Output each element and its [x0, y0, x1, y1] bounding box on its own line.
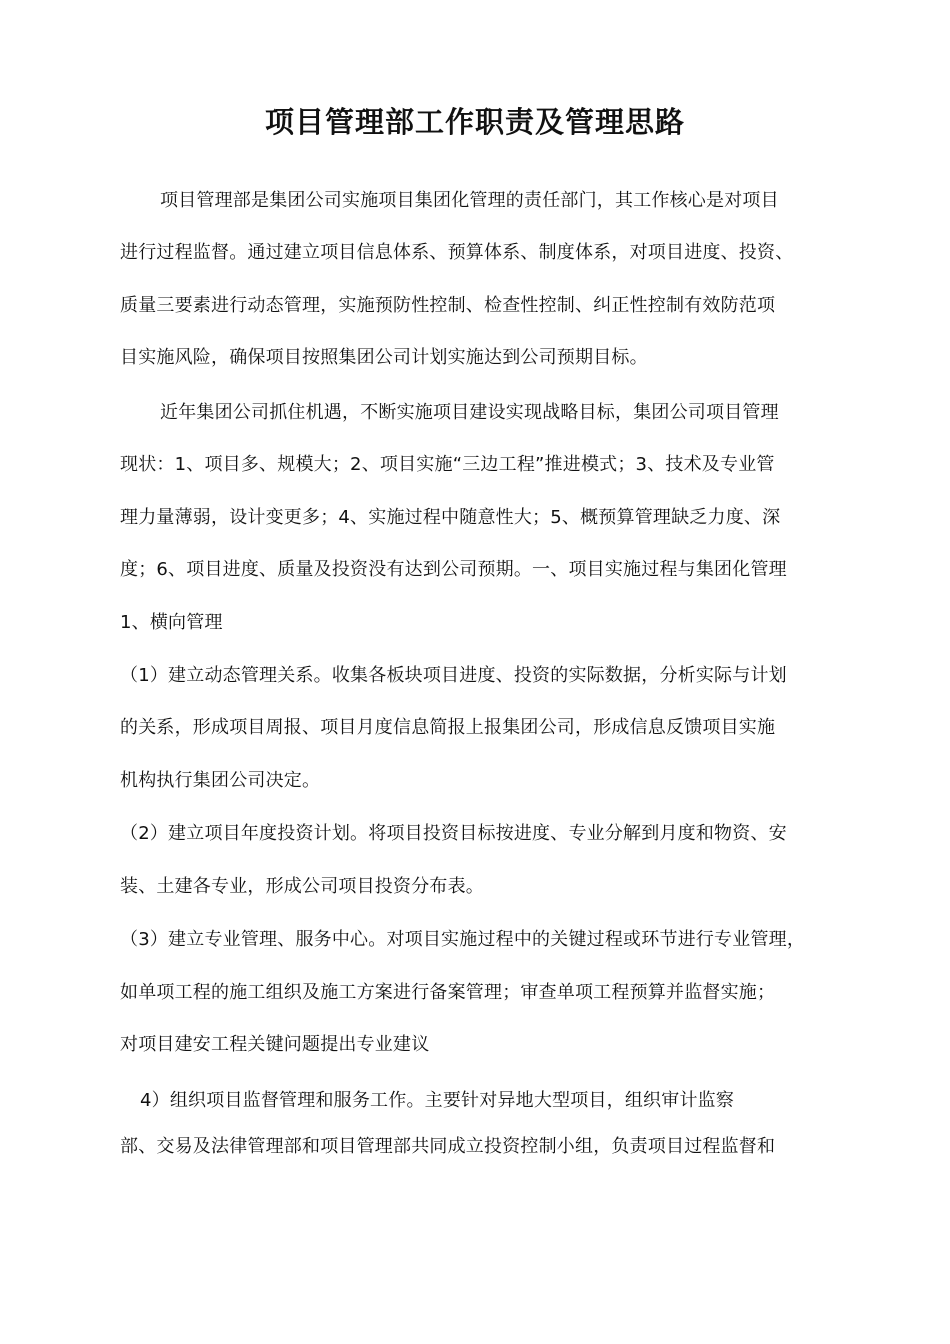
paragraph-line: 理力量薄弱，设计变更多；4、实施过程中随意性大；5、概预算管理缺乏力度、深: [120, 507, 781, 528]
paragraph-line: 项目管理部是集团公司实施项目集团化管理的责任部门，其工作核心是对项目: [160, 190, 779, 211]
paragraph-line: 进行过程监督。通过建立项目信息体系、预算体系、制度体系，对项目进度、投资、: [120, 242, 794, 263]
paragraph-line: 装、土建各专业，形成公司项目投资分布表。: [120, 876, 484, 897]
paragraph-line: 目实施风险，确保项目按照集团公司计划实施达到公司预期目标。: [120, 347, 648, 368]
paragraph-line: 机构执行集团公司决定。: [120, 770, 321, 791]
paragraph-line: 如单项工程的施工组织及施工方案进行备案管理；审查单项工程预算并监督实施；: [120, 982, 776, 1003]
paragraph-line: （3）建立专业管理、服务中心。对项目实施过程中的关键过程或环节进行专业管理，: [120, 929, 806, 950]
paragraph-line: （2）建立项目年度投资计划。将项目投资目标按进度、专业分解到月度和物资、安: [120, 823, 787, 844]
paragraph-line: （1）建立动态管理关系。收集各板块项目进度、投资的实际数据，分析实际与计划: [120, 665, 787, 686]
paragraph-line: 部、交易及法律管理部和项目管理部共同成立投资控制小组，负责项目过程监督和: [120, 1136, 776, 1157]
paragraph-line: 现状：1、项目多、规模大；2、项目实施“三边工程”推进模式；3、技术及专业管: [120, 454, 775, 475]
paragraph-line: 的关系，形成项目周报、项目月度信息简报上报集团公司，形成信息反馈项目实施: [120, 717, 776, 738]
paragraph-line: 质量三要素进行动态管理，实施预防性控制、检查性控制、纠正性控制有效防范项: [120, 295, 776, 316]
section-heading: 1、横向管理: [120, 612, 223, 633]
paragraph-line: 对项目建安工程关键问题提出专业建议: [120, 1034, 430, 1055]
paragraph-line: 度；6、项目进度、质量及投资没有达到公司预期。一、项目实施过程与集团化管理: [120, 559, 787, 580]
document-title: 项目管理部工作职责及管理思路: [264, 105, 685, 139]
paragraph-line: 近年集团公司抓住机遇，不断实施项目建设实现战略目标，集团公司项目管理: [160, 402, 779, 423]
paragraph-line: 4）组织项目监督管理和服务工作。主要针对异地大型项目，组织审计监察: [140, 1090, 735, 1111]
